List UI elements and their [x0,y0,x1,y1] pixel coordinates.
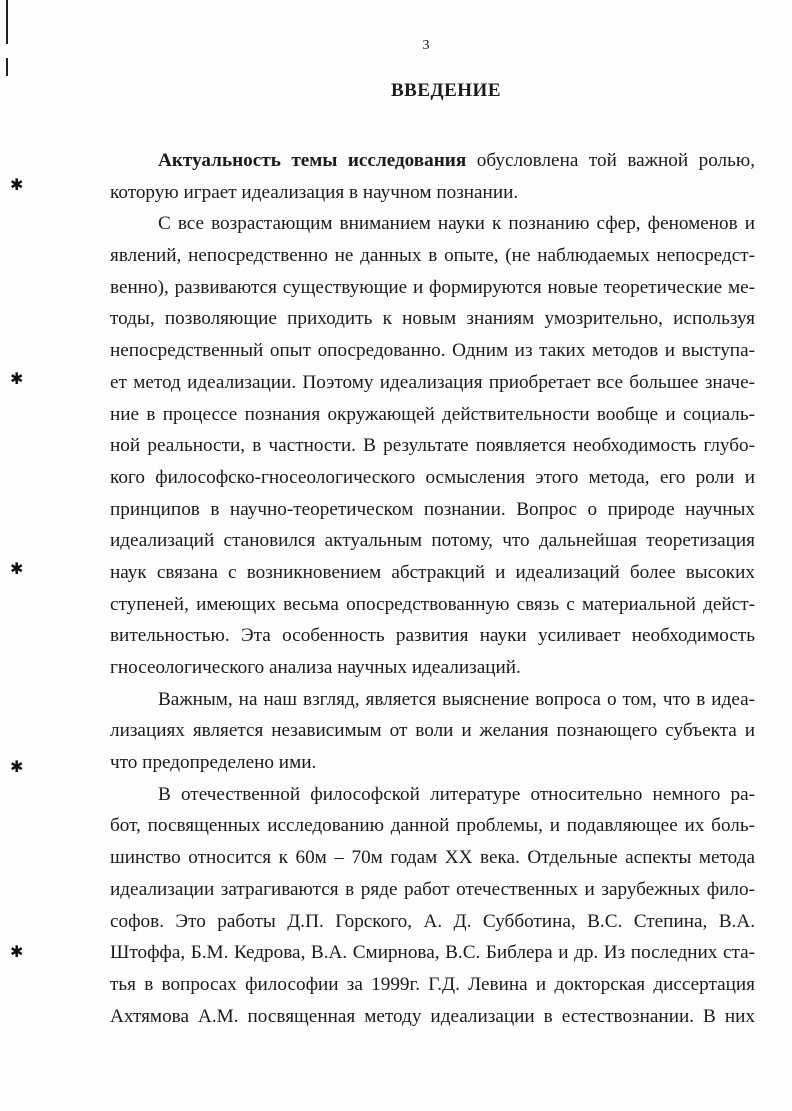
binder-hole-mark-icon: ✱ [10,944,24,961]
binder-hole-mark-icon: ✱ [10,561,24,578]
text-line: непосредственный опыт опосредованно. Одним из таких методов и выступа- [110,340,755,362]
text-line: софов. Это работы Д.П. Горского, А. Д. Субботина, В.С. Степина, В.А. [110,910,755,932]
text-line: которую играет идеализация в научном познании. [110,181,519,203]
page-number: 3 [422,38,430,53]
text-line: идеализаций становился актуальным потому, что дальнейшая теоретизация [110,530,755,552]
text-line: что предопределено ими. [110,752,317,774]
text-line-content: обусловлена той важной ролью, [466,150,755,171]
text-line: тоды, позволяющие приходить к новым знаниям умозрительно, используя [110,308,755,330]
text-line: тья в вопросах философии за 1999г. Г.Д. Левина и докторская диссертация [110,973,755,995]
text-line: ние в процессе познания окружающей действительности вообще и социаль- [110,403,755,425]
binder-hole-mark-icon: ✱ [10,371,24,388]
binder-hole-mark-icon: ✱ [10,759,24,776]
text-line: шинство относится к 60м – 70м годам XX века. Отдельные аспекты метода [110,847,755,869]
text-line: ет метод идеализации. Поэтому идеализация приобретает все большее значе- [110,371,755,393]
text-line: венно), развиваются существующие и формируются новые теоретические ме- [110,276,755,298]
text-line: В отечественной философской литературе относительно немного ра- [158,783,755,805]
text-line: Штоффа, Б.М. Кедрова, В.А. Смирнова, В.С. Библера и др. Из последних ста- [110,942,755,964]
text-line: принципов в научно-теоретическом познании. Вопрос о природе научных [110,498,755,520]
text-line: идеализации затрагиваются в ряде работ отечественных и зарубежных фило- [110,878,755,900]
text-line: наук связана с возникновением абстракций и идеализаций более высоких [110,561,755,583]
scan-edge-line [6,58,8,76]
text-line: бот, посвященных исследованию данной проблемы, и подавляющее их боль- [110,815,755,837]
text-line [110,145,755,177]
text-line: С все возрастающим вниманием науки к познанию сфер, феноменов и [158,213,755,235]
text-line: Ахтямова А.М. посвященная методу идеализации в естествознании. В них [110,1005,755,1027]
text-line: кого философско-гносеологического осмысления этого метода, его роли и [110,466,755,488]
text-line: гносеологического анализа научных идеализаций. [110,657,521,678]
text-line: Важным, на наш взгляд, является выяснение вопроса о том, что в идеа- [158,688,755,710]
page-title: ВВЕДЕНИЕ [391,80,501,101]
text-line: лизациях является независимым от воли и желания познающего субъекта и [110,720,755,742]
text-line: вительностью. Эта особенность развития науки усиливает необходимость [110,625,755,647]
body-text [110,145,755,1032]
text-line: ной реальности, в частности. В результате появляется необходимость глубо- [110,435,755,457]
text-line: явлений, непосредственно не данных в опыте, (не наблюдаемых непосредст- [110,245,755,267]
paragraph-lead: Актуальность темы исследования [158,150,467,171]
text-line: ступеней, имеющих весьма опосредствованную связь с материальной дейст- [110,593,755,615]
binder-hole-mark-icon: ✱ [10,177,24,194]
